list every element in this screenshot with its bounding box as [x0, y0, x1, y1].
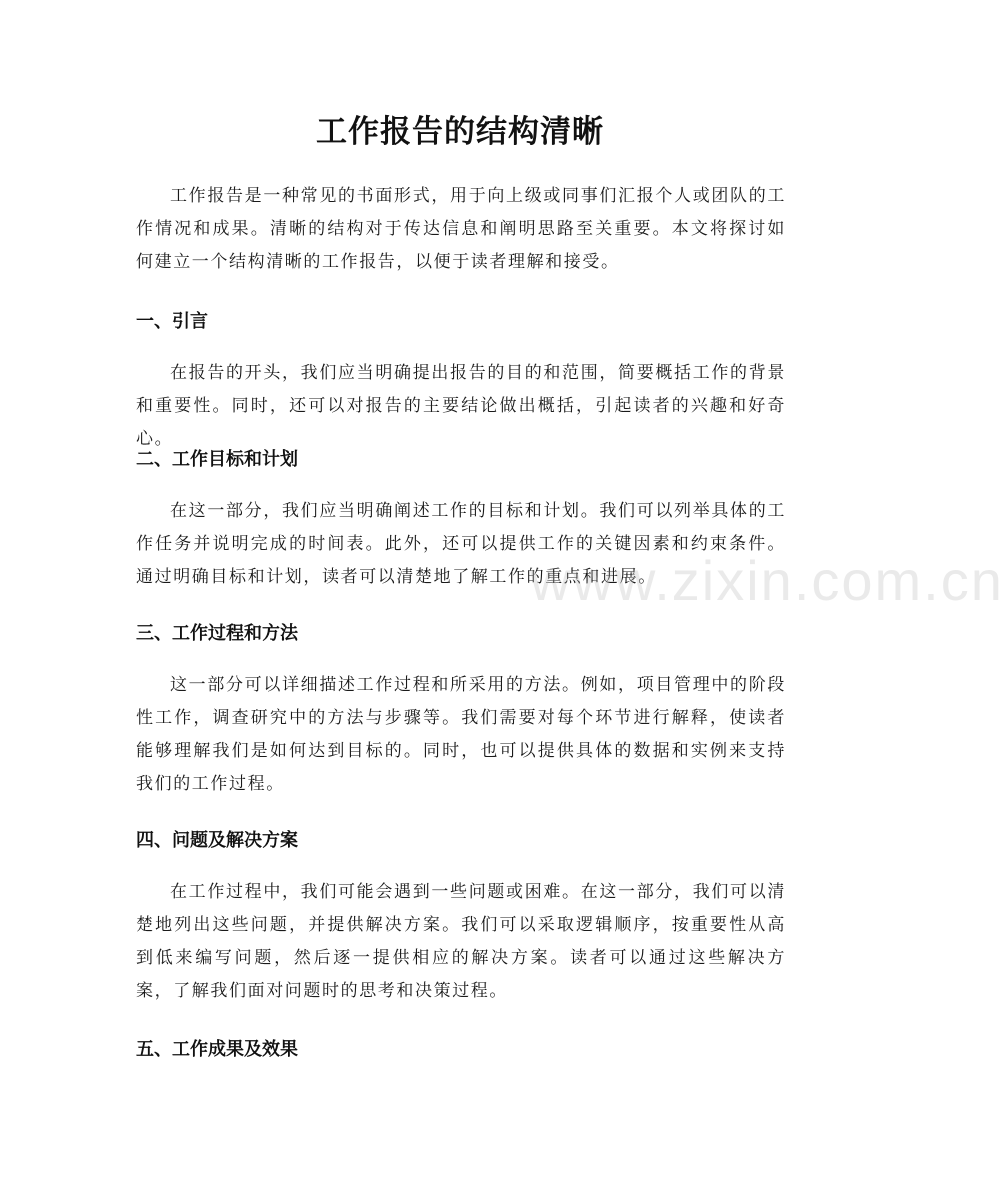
intro-paragraph: 工作报告是一种常见的书面形式，用于向上级或同事们汇报个人或团队的工作情况和成果。清晰的结构对于传达信息和阐明思路至关重要。本文将探讨如何建立一个结构清晰的工作报告，以便于读者理解和接受。: [136, 186, 786, 272]
section-heading-4: 四、问题及解决方案: [136, 830, 298, 851]
section-heading-1: 一、引言: [136, 311, 208, 332]
section-body-4: 在工作过程中，我们可能会遇到一些问题或困难。在这一部分，我们可以清楚地列出这些问题，并提供解决方案。我们可以采取逻辑顺序，按重要性从高到低来编写问题，然后逐一提供相应的解决方案。读者可以通过这些解决方案，了解我们面对问题时的思考和决策过程。: [136, 882, 786, 1001]
section-heading-5: 五、工作成果及效果: [136, 1039, 298, 1060]
section-body-2: 在这一部分，我们应当明确阐述工作的目标和计划。我们可以列举具体的工作任务并说明完成的时间表。此外，还可以提供工作的关键因素和约束条件。通过明确目标和计划，读者可以清楚地了解工作的重点和进展。: [136, 501, 786, 587]
section-heading-2: 二、工作目标和计划: [136, 449, 298, 470]
watermark: www.zixin.com.cn: [530, 549, 1004, 612]
section-heading-3: 三、工作过程和方法: [136, 623, 298, 644]
section-body-3: 这一部分可以详细描述工作过程和所采用的方法。例如，项目管理中的阶段性工作，调查研究中的方法与步骤等。我们需要对每个环节进行解释，使读者能够理解我们是如何达到目标的。同时，也可以提供具体的数据和实例来支持我们的工作过程。: [136, 675, 786, 794]
page-title: 工作报告的结构清晰: [316, 114, 604, 150]
section-body-1: 在报告的开头，我们应当明确提出报告的目的和范围，简要概括工作的背景和重要性。同时，还可以对报告的主要结论做出概括，引起读者的兴趣和好奇心。: [136, 363, 786, 449]
